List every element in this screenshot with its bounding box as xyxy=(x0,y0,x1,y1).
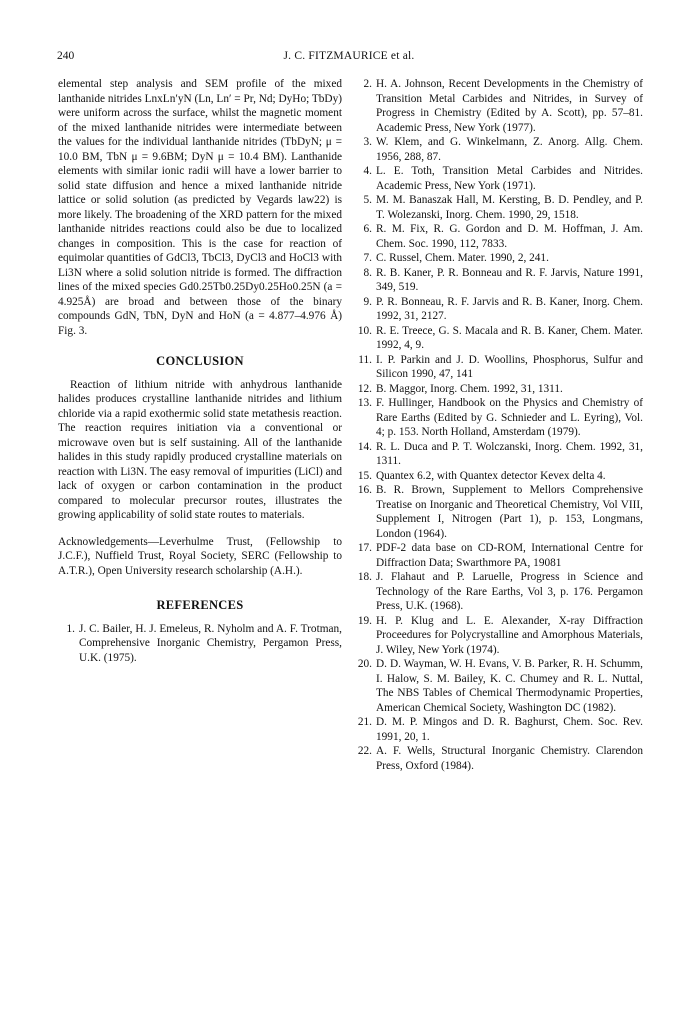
acknowledgements: Acknowledgements—Leverhulme Trust, (Fellowship to J.C.F.), Nuffield Trust, Royal Society, SERC (Fellowship to A.T.R.), Open University research scholarship (A.H.). xyxy=(58,535,342,577)
reference-number: 18. xyxy=(357,571,372,583)
reference-item xyxy=(355,657,643,715)
reference-item xyxy=(355,77,643,135)
reference-number: 8. xyxy=(363,266,372,279)
reference-number: 5. xyxy=(363,194,372,206)
reference-item xyxy=(355,541,643,570)
page-number: 240 xyxy=(57,50,75,62)
right-column xyxy=(355,77,643,773)
reference-list-left xyxy=(58,622,342,666)
reference-item xyxy=(355,715,643,744)
reference-item xyxy=(355,164,643,193)
reference-item xyxy=(355,744,643,773)
reference-text: J. Flahaut and P. Laruelle, Progress in Science and Technology of the Rare Earths, Vol 3, p. 176. Pergamon Press, U.K. (1968). xyxy=(376,571,643,612)
reference-item xyxy=(355,483,643,541)
reference-number: 3. xyxy=(363,136,372,148)
page-header xyxy=(57,50,641,66)
reference-text: P. R. Bonneau, R. F. Jarvis and R. B. Kaner, Inorg. Chem. 1992, 31, 2127. xyxy=(376,295,643,322)
results-paragraph: elemental step analysis and SEM profile of the mixed lanthanide nitrides LnxLn′yN (Ln, Ln′ = Pr, Nd; DyHo; TbDy) were uniform across the surface, whilst the magnetic moment of the mixed lanthanide nitrides were intermediate between the values for the individual lanthanide nitrides (TbDyN; μ = 10.0 BM, TbN μ = 9.6BM; DyN μ = 10.4 BM). Lanthanide elements with similar ionic radii will have a lower barrier to solid state diffusion and hence a mixed lanthanide nitride lattice or solid solution (as predicted by Vegards law22) is more likely. The broadening of the XRD pattern for the mixed lanthanide nitrides reactions could also be due to localized changes in composition. This is the case for reaction of equimolar quantities of GdCl3, TbCl3, DyCl3 and HoCl3 with Li3N where a solid solution nitride is formed. The diffraction lines of the mixed species Gd0.25Tb0.25Dy0.25Ho0.25N (a = 4.925Å) are broad and between those of the binary compounds GdN, TbN, DyN and HoN (a = 4.877–4.976 Å) Fig. 3. xyxy=(58,78,342,337)
reference-text: J. C. Bailer, H. J. Emeleus, R. Nyholm and A. F. Trotman, Comprehensive Inorganic Chemistry, Pergamon Press, U.K. (1975). xyxy=(79,622,342,664)
reference-text: W. Klem, and G. Winkelmann, Z. Anorg. Allg. Chem. 1956, 288, 87. xyxy=(376,136,643,163)
references-heading: REFERENCES xyxy=(156,598,244,612)
reference-number: 9. xyxy=(363,295,372,308)
reference-text: R. L. Duca and P. T. Wolczanski, Inorg. Chem. 1992, 31, 1311. xyxy=(376,440,643,467)
reference-item xyxy=(355,570,643,614)
reference-item xyxy=(355,353,643,382)
conclusion-paragraph: Reaction of lithium nitride with anhydrous lanthanide halides produces crystalline lanthanide nitrides and lithium chloride via a rapid exothermic solid state metathesis reaction. The reaction requires initiation via a conventional or microwave oven but is self sustaining. All of the lanthanide halides in this study rapidly produced crystalline materials on reaction with Li3N. The easy removal of impurities (LiCl) and lack of oxygen or carbon contamination in the product compared to molecular precursor routes, illustrates the growing applicability of solid state routes to materials. xyxy=(58,378,342,521)
reference-text: L. E. Toth, Transition Metal Carbides and Nitrides. Academic Press, New York (1971). xyxy=(376,165,643,192)
reference-number: 12. xyxy=(357,382,372,395)
reference-number: 7. xyxy=(363,252,372,264)
reference-item xyxy=(355,324,643,353)
reference-text: I. P. Parkin and J. D. Woollins, Phosphorus, Sulfur and Silicon 1990, 47, 141 xyxy=(376,353,643,380)
reference-number: 6. xyxy=(363,223,372,235)
reference-text: A. F. Wells, Structural Inorganic Chemistry. Clarendon Press, Oxford (1984). xyxy=(376,745,643,772)
left-column xyxy=(58,77,342,665)
reference-item xyxy=(355,469,643,484)
reference-number: 4. xyxy=(363,165,372,177)
reference-number: 19. xyxy=(357,614,372,627)
reference-text: F. Hullinger, Handbook on the Physics and Chemistry of Rare Earths (Edited by G. Schnieder and L. Eyring), Vol. 4; p. 153. North Holland, Amsterdam (1979). xyxy=(376,397,643,438)
reference-number: 1. xyxy=(66,622,75,635)
reference-text: M. M. Banaszak Hall, M. Kersting, B. D. Pendley, and P. T. Wolezanski, Inorg. Chem. 1990, 29, 1518. xyxy=(376,194,643,221)
reference-text: H. P. Klug and L. E. Alexander, X-ray Diffraction Proceedures for Polycrystalline and Amorphous Materials, J. Wiley, New York (1974). xyxy=(376,614,643,656)
reference-text: D. D. Wayman, W. H. Evans, V. B. Parker, R. H. Schumm, I. Halow, S. M. Bailey, K. C. Chumey and R. L. Nuttal, The NBS Tables of Chemical Thermodynamic Properties, American Chemical Society, Washington DC (1982). xyxy=(376,658,643,714)
reference-text: D. M. P. Mingos and D. R. Baghurst, Chem. Soc. Rev. 1991, 20, 1. xyxy=(376,716,643,743)
reference-text: B. R. Brown, Supplement to Mellors Comprehensive Treatise on Inorganic and Theoretical Chemistry, Vol VIII, Supplement I, Nitrogen (Part 1), p. 153, Longmans, London (1964). xyxy=(376,484,643,540)
reference-number: 14. xyxy=(357,440,372,453)
reference-list-right xyxy=(355,77,643,773)
reference-item xyxy=(355,193,643,222)
reference-item xyxy=(355,251,643,266)
reference-text: B. Maggor, Inorg. Chem. 1992, 31, 1311. xyxy=(376,382,563,395)
reference-number: 17. xyxy=(357,542,372,554)
reference-text: C. Russel, Chem. Mater. 1990, 2, 241. xyxy=(376,252,549,264)
reference-item xyxy=(58,622,342,666)
reference-text: PDF-2 data base on CD-ROM, International Centre for Diffraction Data; Swarthmore PA, 19081 xyxy=(376,542,643,569)
reference-text: R. E. Treece, G. S. Macala and R. B. Kaner, Chem. Mater. 1992, 4, 9. xyxy=(376,324,643,351)
reference-text: R. B. Kaner, P. R. Bonneau and R. F. Jarvis, Nature 1991, 349, 519. xyxy=(376,266,643,293)
reference-number: 20. xyxy=(357,658,372,670)
reference-number: 2. xyxy=(363,78,372,90)
reference-item xyxy=(355,135,643,164)
reference-number: 11. xyxy=(358,353,372,366)
reference-number: 16. xyxy=(357,484,372,496)
reference-item xyxy=(355,266,643,295)
reference-text: H. A. Johnson, Recent Developments in the Chemistry of Transition Metal Carbides and Nitrides, in Survey of Progress in Chemistry (Edited by A. Scott), pp. 57–81. Academic Press, New York (1977). xyxy=(376,78,643,134)
reference-number: 13. xyxy=(357,397,372,409)
conclusion-heading: CONCLUSION xyxy=(156,354,244,368)
reference-item xyxy=(355,295,643,324)
reference-number: 10. xyxy=(357,324,372,337)
reference-number: 21. xyxy=(357,716,372,728)
reference-text: Quantex 6.2, with Quantex detector Kevex delta 4. xyxy=(376,469,606,482)
reference-item xyxy=(355,396,643,440)
running-head: J. C. FITZMAURICE et al. xyxy=(283,50,415,62)
reference-item xyxy=(355,614,643,658)
reference-item xyxy=(355,440,643,469)
reference-text: R. M. Fix, R. G. Gordon and D. M. Hoffman, J. Am. Chem. Soc. 1990, 112, 7833. xyxy=(376,223,643,250)
reference-number: 15. xyxy=(357,469,372,482)
reference-item xyxy=(355,222,643,251)
reference-item xyxy=(355,382,643,397)
reference-number: 22. xyxy=(357,745,372,757)
